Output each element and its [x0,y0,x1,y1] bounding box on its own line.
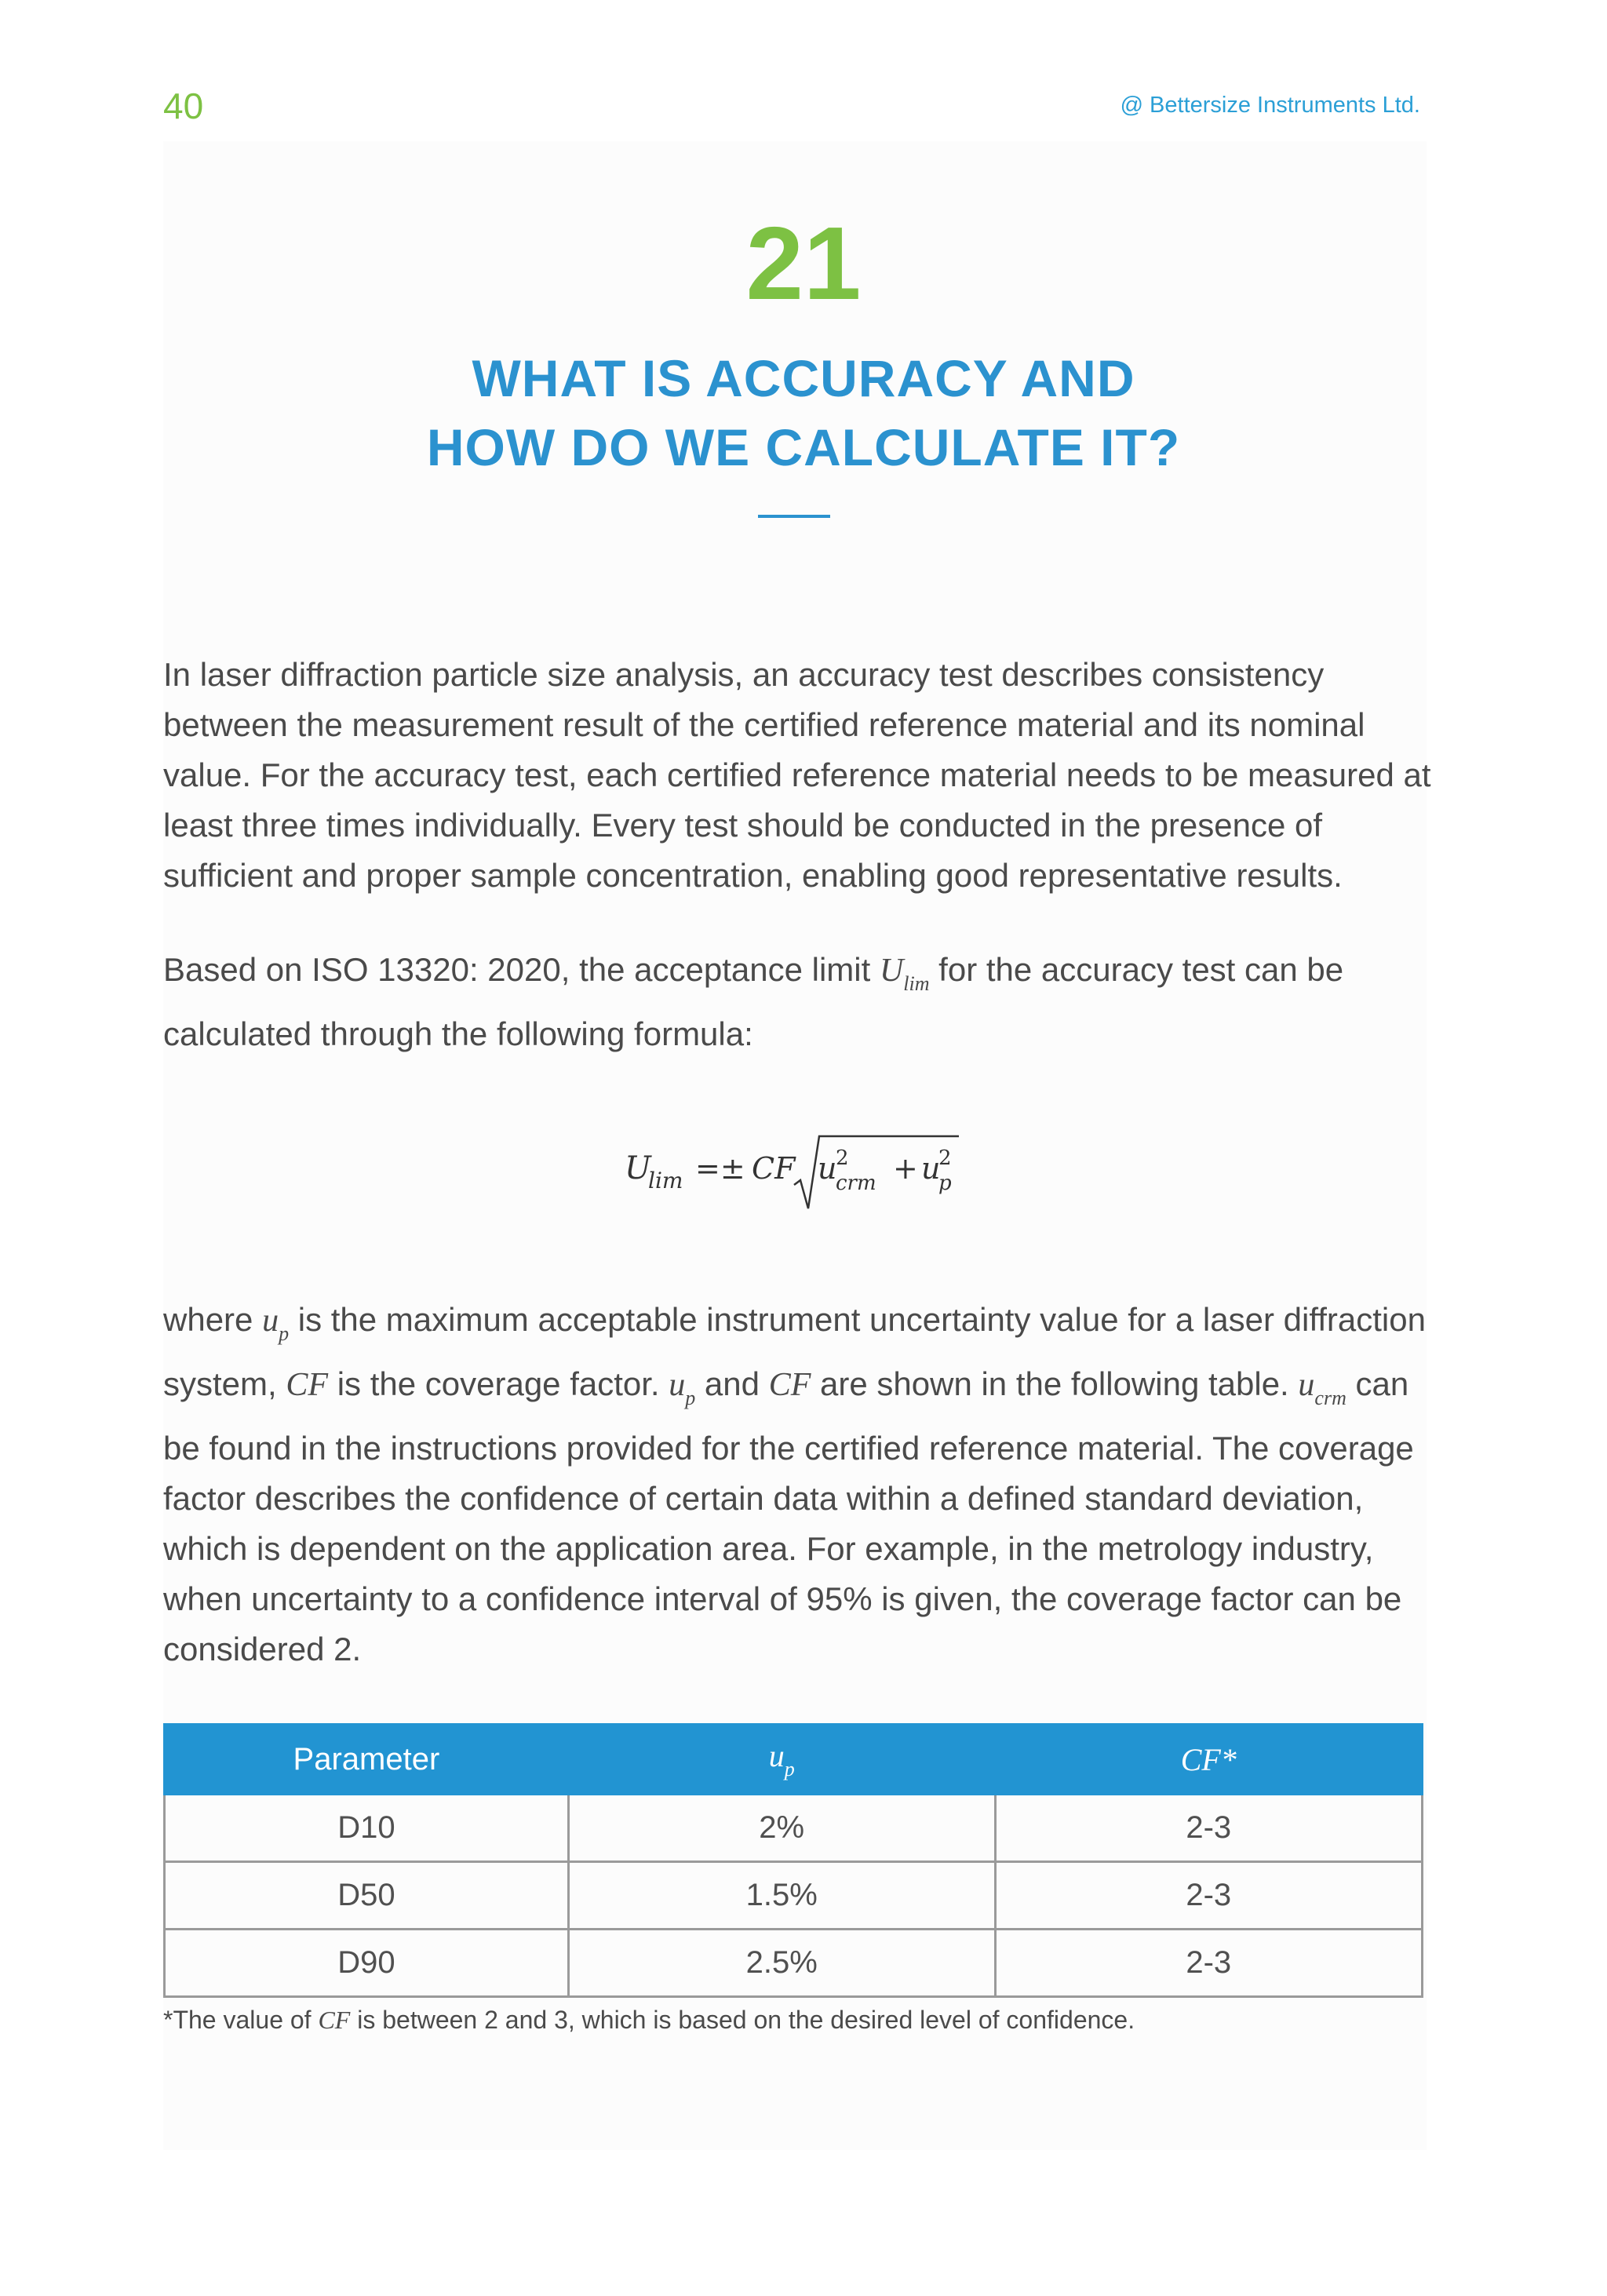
formula-intro-paragraph [163,945,1387,1059]
parameters-table [163,1723,1423,1998]
formula-term2-sup: 2 [938,1146,952,1170]
cell-up: 1.5% [568,1862,995,1930]
intro-paragraph: In laser diffraction particle size analysis, an accuracy test describes consistency between the measurement result of the certified reference material and its nominal value. For the accuracy test, each certified reference material needs to be measured at least three times individually. Every test should be conducted in the presence of sufficient and proper sample concentration, enabling good representative results. [163,656,1431,894]
cell-parameter: D10 [165,1795,569,1862]
formula-plus: + [893,1151,918,1186]
cell-cf: 2-3 [995,1795,1422,1862]
math-up: $u_p$ [669,1367,696,1409]
page-number: 40 [163,86,204,126]
table-header-row [165,1725,1423,1795]
math-ucrm: $u_{crm}$ [1298,1367,1346,1409]
title-line-2: HOW DO WE CALCULATE IT? [426,418,1181,476]
formula-cf: CF [752,1151,796,1186]
table-row [165,1862,1423,1930]
formula-term2-sub: p [938,1172,952,1195]
formula-term1: u [818,1151,837,1186]
header-cf: CF* [995,1725,1422,1795]
header-parameter: Parameter [165,1725,569,1795]
table-footnote: *The value of CF is between 2 and 3, which is based on the desired level of confidence. [163,2006,1135,2034]
table-row [165,1930,1423,1997]
chapter-number: 21 [745,206,862,321]
math-cf: CF [286,1367,329,1403]
cell-parameter: D90 [165,1930,569,1997]
table-row [165,1795,1423,1862]
chapter-title [0,344,1607,482]
cell-up: 2% [568,1795,995,1862]
math-up: $u_p$ [262,1303,290,1345]
formula-lhs: U [625,1150,651,1186]
formula-lhs-sub: lim [648,1168,683,1194]
definitions-paragraph: where $u_p$ is the maximum acceptable instrument uncertainty value for a laser diffraction system, CF is the coverage factor. $u_p$ and CF are shown in the following table. $u_{crm}$ can be found in the instructions provided for the certified reference material. The coverage factor describes the confidence of certain data within a defined standard deviation, which is dependent on the application area. For example, in the metrology industry, when uncertainty to a confidence interval of 95% is given, the coverage factor can be considered 2. [163,1301,1426,1667]
cell-parameter: D50 [165,1862,569,1930]
text: Based on ISO 13320: 2020, the acceptance limit [163,951,880,988]
formula-equals: =± [695,1151,745,1186]
cell-up: 2.5% [568,1930,995,1997]
title-line-1: WHAT IS ACCURACY AND [472,349,1135,407]
acceptance-limit-formula [620,1130,1012,1224]
header-up: $u_p$ [568,1725,995,1795]
text: for the accuracy test can be calculated through the following formula: [163,951,1344,1052]
cell-cf: 2-3 [995,1930,1422,1997]
formula-term1-sub: crm [836,1172,876,1195]
cell-cf: 2-3 [995,1862,1422,1930]
formula-term1-sup: 2 [836,1146,849,1170]
formula-term2: u [921,1151,941,1186]
title-divider [758,515,830,518]
math-cf: CF [768,1367,811,1403]
company-name: @ Bettersize Instruments Ltd. [1120,93,1420,118]
math-symbol: $U_{lim}$ [879,953,930,995]
